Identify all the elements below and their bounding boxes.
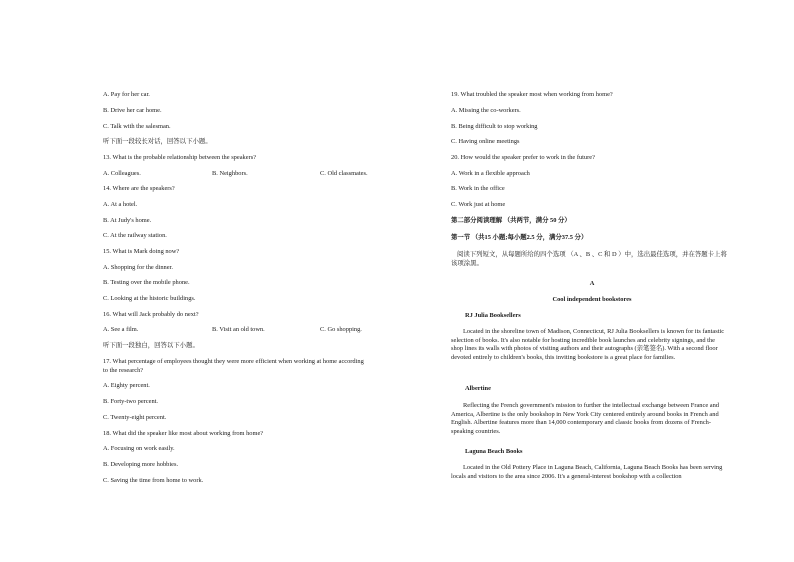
q14-option-b: B. At Judy's home. bbox=[103, 217, 152, 224]
section-one-heading: 第一节 （共15 小题;每小题2.5 分，满分37.5 分） bbox=[451, 234, 588, 241]
question-18: 18. What did the speaker like most about working from home? bbox=[103, 430, 264, 437]
q18-option-b: B. Developing more hobbies. bbox=[103, 461, 179, 468]
bookstore-3-title: Laguna Beach Books bbox=[465, 448, 523, 455]
bookstore-1-body: Located in the shoreline town of Madison, Connecticut, RJ Julia Booksellers is known for its fantastic selection of books. It's also notable for hosting incredible book launches and celebrity signings, and the shop lines its walls with photos of visiting authors and their autographs (亲笔签名). With a second floor devoted entirely to children's books, this inviting bookstore is a great place for families. bbox=[451, 328, 725, 361]
listening-instruction: 听下面一段较长对话，回答以下小题。 bbox=[103, 138, 212, 145]
q14-option-a: A. At a hotel. bbox=[103, 201, 138, 208]
bookstore-2-body: Reflecting the French government's mission to further the intellectual exchange between France and America, Albertine is the only bookshop in New York City centered entirely around books in French and English. Albertine features more than 14,000 contemporary and classic books from dozens of French-speaking countries. bbox=[451, 402, 719, 435]
q12-option-c: C. Talk with the salesman. bbox=[103, 123, 171, 130]
question-20: 20. How would the speaker prefer to work in the future? bbox=[451, 154, 595, 161]
bookstore-3-body: Located in the Old Pottery Place in Laguna Beach, California, Laguna Beach Books has been serving locals and visitors to the area since 2006. It's a general-interest bookshop with a collection bbox=[451, 464, 723, 480]
question-15: 15. What is Mark doing now? bbox=[103, 248, 180, 255]
passage-letter: A bbox=[589, 280, 595, 287]
q17-option-a: A. Eighty percent. bbox=[103, 382, 150, 389]
q15-option-a: A. Shopping for the dinner. bbox=[103, 264, 173, 271]
part-two-heading: 第二部分阅读理解 （共两节，满分 50 分） bbox=[451, 217, 571, 224]
q13-option-b: B. Neighbors. bbox=[212, 170, 248, 177]
q19-option-b: B. Being difficult to stop working bbox=[451, 123, 538, 130]
q19-option-a: A. Missing the co-workers. bbox=[451, 107, 521, 114]
q12-option-a: A. Pay for her car. bbox=[103, 91, 150, 98]
bookstore-2-title: Albertine bbox=[465, 385, 491, 392]
reading-instructions: 阅读下列短文，从每题所给的四个选项 （A 、B 、C 和 D ）中，选出最佳选项，并在答题卡上将该项涂黑。 bbox=[451, 251, 727, 267]
bookstore-1-title: RJ Julia Booksellers bbox=[465, 312, 521, 319]
question-17: 17. What percentage of employees thought they were more efficient when working at home according to the research? bbox=[103, 358, 364, 374]
question-19: 19. What troubled the speaker most when working from home? bbox=[451, 91, 613, 98]
q17-option-b: B. Forty-two percent. bbox=[103, 398, 159, 405]
q13-option-a: A. Colleagues. bbox=[103, 170, 141, 177]
question-16: 16. What will Jack probably do next? bbox=[103, 311, 199, 318]
passage-title: Cool independent bookstores bbox=[552, 296, 632, 303]
q20-option-b: B. Work in the office bbox=[451, 185, 505, 192]
q16-option-a: A. See a film. bbox=[103, 326, 139, 333]
q20-option-c: C. Work just at home bbox=[451, 201, 506, 208]
q18-option-c: C. Saving the time from home to work. bbox=[103, 477, 204, 484]
q13-option-c: C. Old classmates. bbox=[320, 170, 368, 177]
q15-option-c: C. Looking at the historic buildings. bbox=[103, 295, 196, 302]
question-13: 13. What is the probable relationship between the speakers? bbox=[103, 154, 257, 161]
q19-option-c: C. Having online meetings bbox=[451, 138, 520, 145]
q16-option-c: C. Go shopping. bbox=[320, 326, 362, 333]
q20-option-a: A. Work in a flexible approach bbox=[451, 170, 530, 177]
q18-option-a: A. Focusing on work easily. bbox=[103, 445, 175, 452]
q17-option-c: C. Twenty-eight percent. bbox=[103, 414, 167, 421]
q12-option-b: B. Drive her car home. bbox=[103, 107, 162, 114]
q16-option-b: B. Visit an old town. bbox=[212, 326, 265, 333]
question-14: 14. Where are the speakers? bbox=[103, 185, 175, 192]
q14-option-c: C. At the railway station. bbox=[103, 232, 167, 239]
monologue-instruction: 听下面一段独白，回答以下小题。 bbox=[103, 342, 199, 349]
q15-option-b: B. Testing over the mobile phone. bbox=[103, 279, 190, 286]
